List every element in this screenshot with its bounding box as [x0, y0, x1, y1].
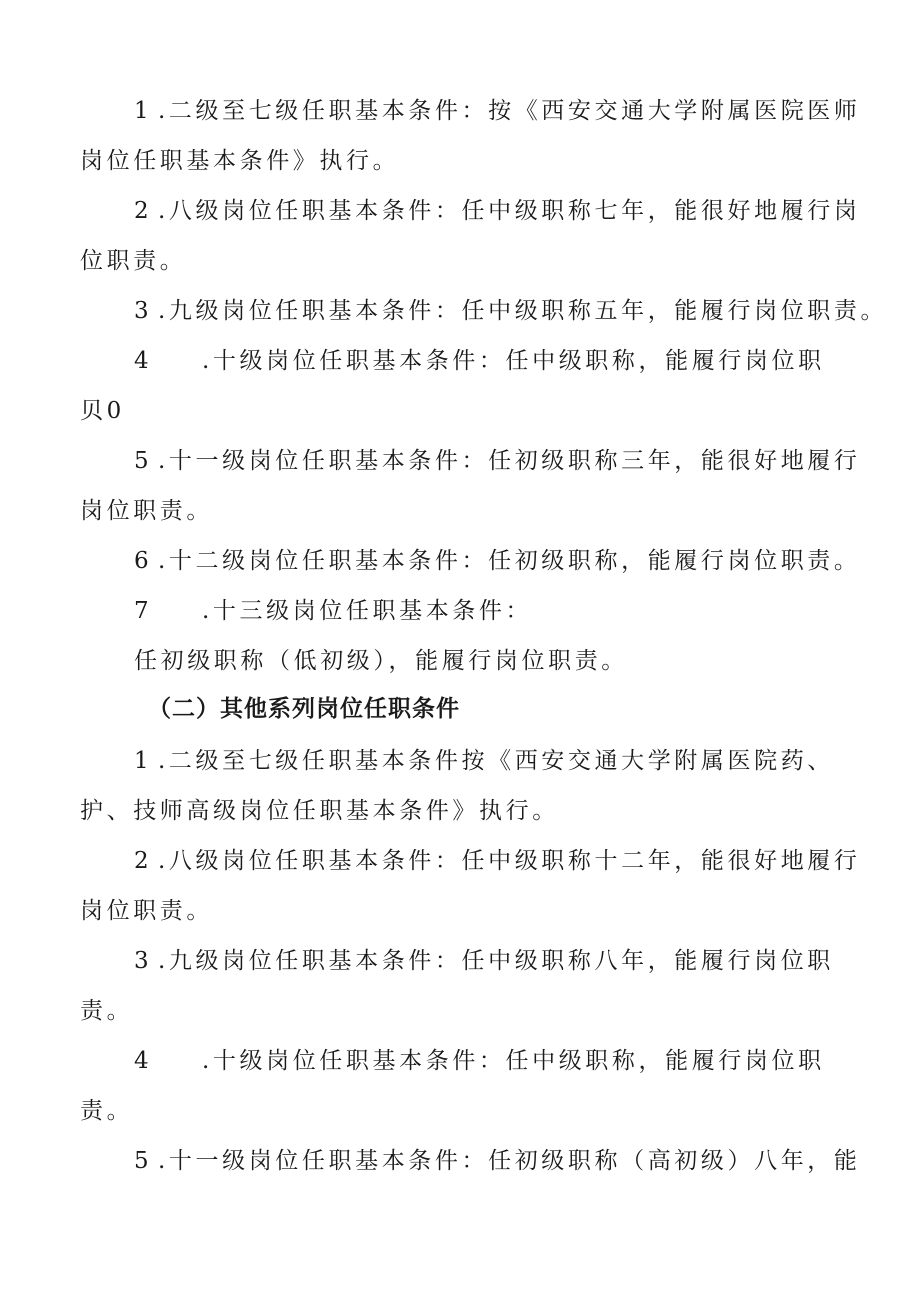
s2-item5-line1: .十一级岗位任职基本条件：任初级职称（高初级）八年，能 — [158, 1148, 861, 1174]
s1-item1-num: 1 — [134, 98, 153, 124]
s1-item7-num: 7 — [134, 598, 153, 624]
s1-item5-line2: 岗位职责。 — [80, 498, 213, 524]
s2-item2-num: 2 — [134, 848, 153, 874]
s2-item1-num: 1 — [134, 748, 153, 774]
s1-item3-line1: .九级岗位任职基本条件：任中级职称五年，能履行岗位职责。 — [158, 298, 888, 324]
s1-item3-num: 3 — [134, 298, 153, 324]
s2-item4-line2: 责。 — [80, 1098, 134, 1124]
section-heading: （二）其他系列岗位任职条件 — [148, 696, 460, 722]
s2-item2-line2: 岗位职责。 — [80, 898, 213, 924]
s2-item3-line2: 责。 — [80, 998, 134, 1024]
s1-item2-num: 2 — [134, 198, 153, 224]
s2-item1-line1: .二级至七级任职基本条件按《西安交通大学附属医院药、 — [158, 748, 834, 774]
s1-item5-line1: .十一级岗位任职基本条件：任初级职称三年，能很好地履行 — [158, 448, 861, 474]
s1-item4-line1: .十级岗位任职基本条件：任中级职称，能履行岗位职 — [202, 348, 825, 374]
s1-item2-line1: .八级岗位任职基本条件：任中级职称七年，能很好地履行岗 — [158, 198, 861, 224]
s1-item6-num: 6 — [134, 548, 153, 574]
s2-item4-line1: .十级岗位任职基本条件：任中级职称，能履行岗位职 — [202, 1048, 825, 1074]
s1-item1-line2: 岗位任职基本条件》执行。 — [80, 148, 400, 174]
s1-item1-line1: .二级至七级任职基本条件：按《西安交通大学附属医院医师 — [158, 98, 861, 124]
s1-item2-line2: 位职责。 — [80, 248, 187, 274]
s1-item7-line2: 任初级职称（低初级），能履行岗位职责。 — [134, 648, 628, 674]
s2-item2-line1: .八级岗位任职基本条件：任中级职称十二年，能很好地履行 — [158, 848, 861, 874]
s2-item4-num: 4 — [134, 1048, 153, 1074]
s1-item4-line2: 贝0 — [80, 398, 125, 424]
s2-item3-line1: .九级岗位任职基本条件：任中级职称八年，能履行岗位职 — [158, 948, 834, 974]
s2-item1-line2: 护、技师高级岗位任职基本条件》执行。 — [80, 798, 559, 824]
s1-item6-line1: .十二级岗位任职基本条件：任初级职称，能履行岗位职责。 — [158, 548, 861, 574]
s1-item4-num: 4 — [134, 348, 153, 374]
s2-item5-num: 5 — [134, 1148, 153, 1174]
s2-item3-num: 3 — [134, 948, 153, 974]
s1-item7-line1: .十三级岗位任职基本条件： — [202, 598, 533, 624]
s1-item5-num: 5 — [134, 448, 153, 474]
